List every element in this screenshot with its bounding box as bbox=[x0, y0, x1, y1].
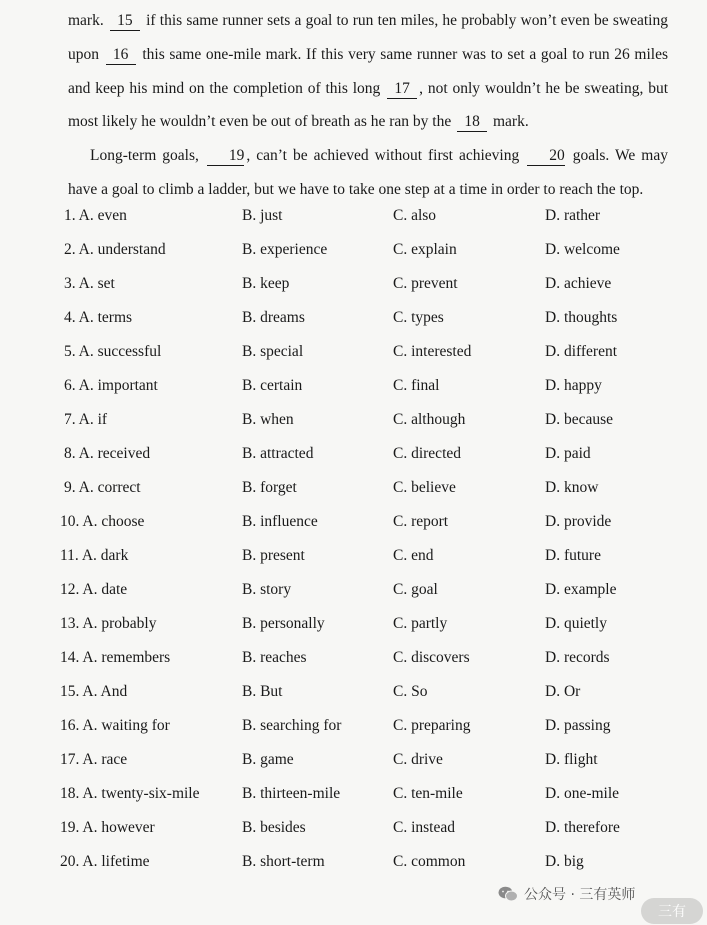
option-d: D. passing bbox=[545, 717, 611, 734]
question-number: 10. bbox=[60, 513, 80, 530]
option-row-16 bbox=[0, 709, 707, 743]
option-d: D. provide bbox=[545, 513, 612, 530]
option-b: B. experience bbox=[242, 241, 328, 258]
option-text: A. understand bbox=[78, 241, 166, 258]
option-b: B. personally bbox=[242, 615, 325, 632]
option-d: D. one-mile bbox=[545, 785, 620, 802]
watermark bbox=[498, 884, 635, 904]
option-text: A. dark bbox=[81, 547, 129, 564]
passage-text: goals. We may have a goal to climb a ladder, but we have to take one step at a time in order to reach the top. bbox=[68, 147, 668, 198]
question-number: 7. bbox=[64, 411, 76, 428]
blank-20: 20 bbox=[527, 147, 565, 166]
option-d: D. different bbox=[545, 343, 618, 360]
question-number: 13. bbox=[60, 615, 80, 632]
passage-paragraph-1 bbox=[68, 4, 668, 139]
option-d: D. quietly bbox=[545, 615, 607, 632]
passage-text: mark. bbox=[68, 12, 108, 29]
option-row-17 bbox=[0, 743, 707, 777]
option-a bbox=[60, 785, 200, 803]
option-a bbox=[64, 377, 158, 395]
option-row-15 bbox=[0, 675, 707, 709]
question-number: 9. bbox=[64, 479, 76, 496]
option-b: B. just bbox=[242, 207, 283, 224]
option-b: B. But bbox=[242, 683, 283, 700]
option-d: D. flight bbox=[545, 751, 598, 768]
option-c: C. directed bbox=[393, 445, 462, 462]
blank-19: 19 bbox=[207, 147, 245, 166]
question-number: 11. bbox=[60, 547, 79, 564]
option-a bbox=[60, 513, 144, 531]
question-number: 20. bbox=[60, 853, 80, 870]
option-text: A. waiting for bbox=[82, 717, 170, 734]
passage-text: , not only wouldn’t he be sweating, but most likely he wouldn’t even be out of breath as he ran by the bbox=[68, 79, 669, 131]
option-d: D. happy bbox=[545, 377, 602, 394]
option-c: C. end bbox=[393, 547, 434, 564]
option-c: C. partly bbox=[393, 615, 448, 632]
blank-17: 17 bbox=[387, 80, 417, 99]
option-row-18 bbox=[0, 777, 707, 811]
option-c: C. ten-mile bbox=[393, 785, 463, 802]
passage-paragraph-2 bbox=[68, 139, 668, 207]
question-number: 5. bbox=[64, 343, 76, 360]
option-c: C. final bbox=[393, 377, 440, 394]
blank-16: 16 bbox=[106, 46, 136, 65]
option-d: D. know bbox=[545, 479, 599, 496]
option-text: A. lifetime bbox=[82, 853, 150, 870]
option-a bbox=[60, 615, 156, 633]
question-number: 3. bbox=[64, 275, 76, 292]
option-b: B. present bbox=[242, 547, 305, 564]
option-text: A. set bbox=[78, 275, 115, 292]
option-text: A. date bbox=[82, 581, 128, 598]
option-text: A. successful bbox=[78, 343, 162, 360]
option-row-5 bbox=[0, 335, 707, 369]
question-number: 2. bbox=[64, 241, 76, 258]
option-c: C. drive bbox=[393, 751, 443, 768]
option-text: A. probably bbox=[82, 615, 157, 632]
option-text: A. remembers bbox=[82, 649, 171, 666]
option-row-4 bbox=[0, 301, 707, 335]
option-d: D. records bbox=[545, 649, 610, 666]
wechat-icon bbox=[498, 886, 518, 902]
option-row-11 bbox=[0, 539, 707, 573]
option-b: B. keep bbox=[242, 275, 290, 292]
option-c: C. discovers bbox=[393, 649, 470, 666]
option-d: D. big bbox=[545, 853, 584, 870]
option-row-9 bbox=[0, 471, 707, 505]
question-number: 16. bbox=[60, 717, 80, 734]
option-c: C. goal bbox=[393, 581, 438, 598]
option-b: B. certain bbox=[242, 377, 303, 394]
option-d: D. therefore bbox=[545, 819, 620, 836]
option-text: A. terms bbox=[78, 309, 133, 326]
option-row-13 bbox=[0, 607, 707, 641]
option-row-3 bbox=[0, 267, 707, 301]
option-a bbox=[64, 445, 150, 463]
option-a bbox=[60, 581, 127, 599]
watermark-text: 公众号 · 三有英师 bbox=[524, 887, 636, 903]
option-a bbox=[64, 309, 132, 327]
option-d: D. because bbox=[545, 411, 613, 428]
option-c: C. types bbox=[393, 309, 444, 326]
question-number: 8. bbox=[64, 445, 76, 462]
question-number: 15. bbox=[60, 683, 80, 700]
option-row-19 bbox=[0, 811, 707, 845]
question-number: 12. bbox=[60, 581, 80, 598]
option-a bbox=[60, 751, 127, 769]
option-c: C. also bbox=[393, 207, 437, 224]
option-d: D. example bbox=[545, 581, 617, 598]
option-d: D. future bbox=[545, 547, 601, 564]
option-row-1 bbox=[0, 199, 707, 233]
option-b: B. when bbox=[242, 411, 294, 428]
option-text: A. received bbox=[78, 445, 151, 462]
question-number: 4. bbox=[64, 309, 76, 326]
blank-15: 15 bbox=[110, 12, 140, 31]
option-a bbox=[64, 343, 161, 361]
option-b: B. short-term bbox=[242, 853, 325, 870]
passage-text: , can’t be achieved without first achieving bbox=[246, 147, 526, 165]
option-c: C. instead bbox=[393, 819, 455, 836]
option-row-12 bbox=[0, 573, 707, 607]
option-d: D. Or bbox=[545, 683, 581, 700]
option-d: D. rather bbox=[545, 207, 601, 224]
option-text: A. even bbox=[78, 207, 127, 224]
option-row-2 bbox=[0, 233, 707, 267]
question-number: 1. bbox=[64, 207, 76, 224]
option-c: C. although bbox=[393, 411, 466, 428]
option-d: D. welcome bbox=[545, 241, 620, 258]
watermark-badge: 三有 bbox=[641, 898, 703, 924]
passage-text: this same one-mile mark. If this very same runner was to set a goal to run 26 miles and keep his mind on the completion of this long bbox=[68, 45, 669, 97]
option-a bbox=[64, 275, 115, 293]
option-c: C. explain bbox=[393, 241, 457, 258]
option-a bbox=[60, 683, 127, 701]
option-a bbox=[60, 819, 155, 837]
option-a bbox=[64, 479, 141, 497]
option-c: C. prevent bbox=[393, 275, 458, 292]
option-row-6 bbox=[0, 369, 707, 403]
option-c: C. interested bbox=[393, 343, 472, 360]
option-c: C. preparing bbox=[393, 717, 471, 734]
option-row-7 bbox=[0, 403, 707, 437]
option-d: D. thoughts bbox=[545, 309, 618, 326]
option-b: B. searching for bbox=[242, 717, 342, 734]
option-a bbox=[64, 207, 127, 225]
question-number: 19. bbox=[60, 819, 80, 836]
blank-18: 18 bbox=[457, 113, 487, 132]
option-text: A. correct bbox=[78, 479, 141, 496]
option-b: B. besides bbox=[242, 819, 306, 836]
option-row-10 bbox=[0, 505, 707, 539]
option-text: A. important bbox=[78, 377, 158, 394]
option-d: D. achieve bbox=[545, 275, 612, 292]
option-b: B. thirteen-mile bbox=[242, 785, 341, 802]
option-text: A. if bbox=[78, 411, 108, 428]
option-b: B. story bbox=[242, 581, 292, 598]
question-number: 17. bbox=[60, 751, 80, 768]
option-c: C. So bbox=[393, 683, 428, 700]
option-a bbox=[64, 411, 107, 429]
option-a bbox=[60, 853, 150, 871]
option-a bbox=[60, 547, 128, 565]
option-text: A. choose bbox=[82, 513, 145, 530]
option-text: A. race bbox=[82, 751, 128, 768]
option-b: B. game bbox=[242, 751, 294, 768]
passage-text: mark. bbox=[489, 113, 529, 131]
option-b: B. forget bbox=[242, 479, 297, 496]
option-a bbox=[60, 649, 170, 667]
answer-options bbox=[0, 199, 707, 879]
option-b: B. special bbox=[242, 343, 304, 360]
question-number: 6. bbox=[64, 377, 76, 394]
option-a bbox=[64, 241, 166, 259]
option-a bbox=[60, 717, 170, 735]
option-b: B. influence bbox=[242, 513, 318, 530]
option-row-8 bbox=[0, 437, 707, 471]
passage-text: if this same runner sets a goal to run ten miles, he probably won’t even be sweating upon bbox=[68, 12, 668, 63]
passage-text: Long-term goals, bbox=[90, 147, 205, 165]
option-text: A. twenty-six-mile bbox=[82, 785, 200, 802]
option-d: D. paid bbox=[545, 445, 591, 462]
option-c: C. believe bbox=[393, 479, 456, 496]
option-row-20 bbox=[0, 845, 707, 879]
cloze-passage bbox=[68, 4, 668, 207]
option-b: B. reaches bbox=[242, 649, 307, 666]
question-number: 14. bbox=[60, 649, 80, 666]
question-number: 18. bbox=[60, 785, 80, 802]
option-c: C. common bbox=[393, 853, 466, 870]
option-b: B. attracted bbox=[242, 445, 314, 462]
option-c: C. report bbox=[393, 513, 449, 530]
option-text: A. And bbox=[82, 683, 128, 700]
option-text: A. however bbox=[82, 819, 155, 836]
option-row-14 bbox=[0, 641, 707, 675]
option-b: B. dreams bbox=[242, 309, 305, 326]
